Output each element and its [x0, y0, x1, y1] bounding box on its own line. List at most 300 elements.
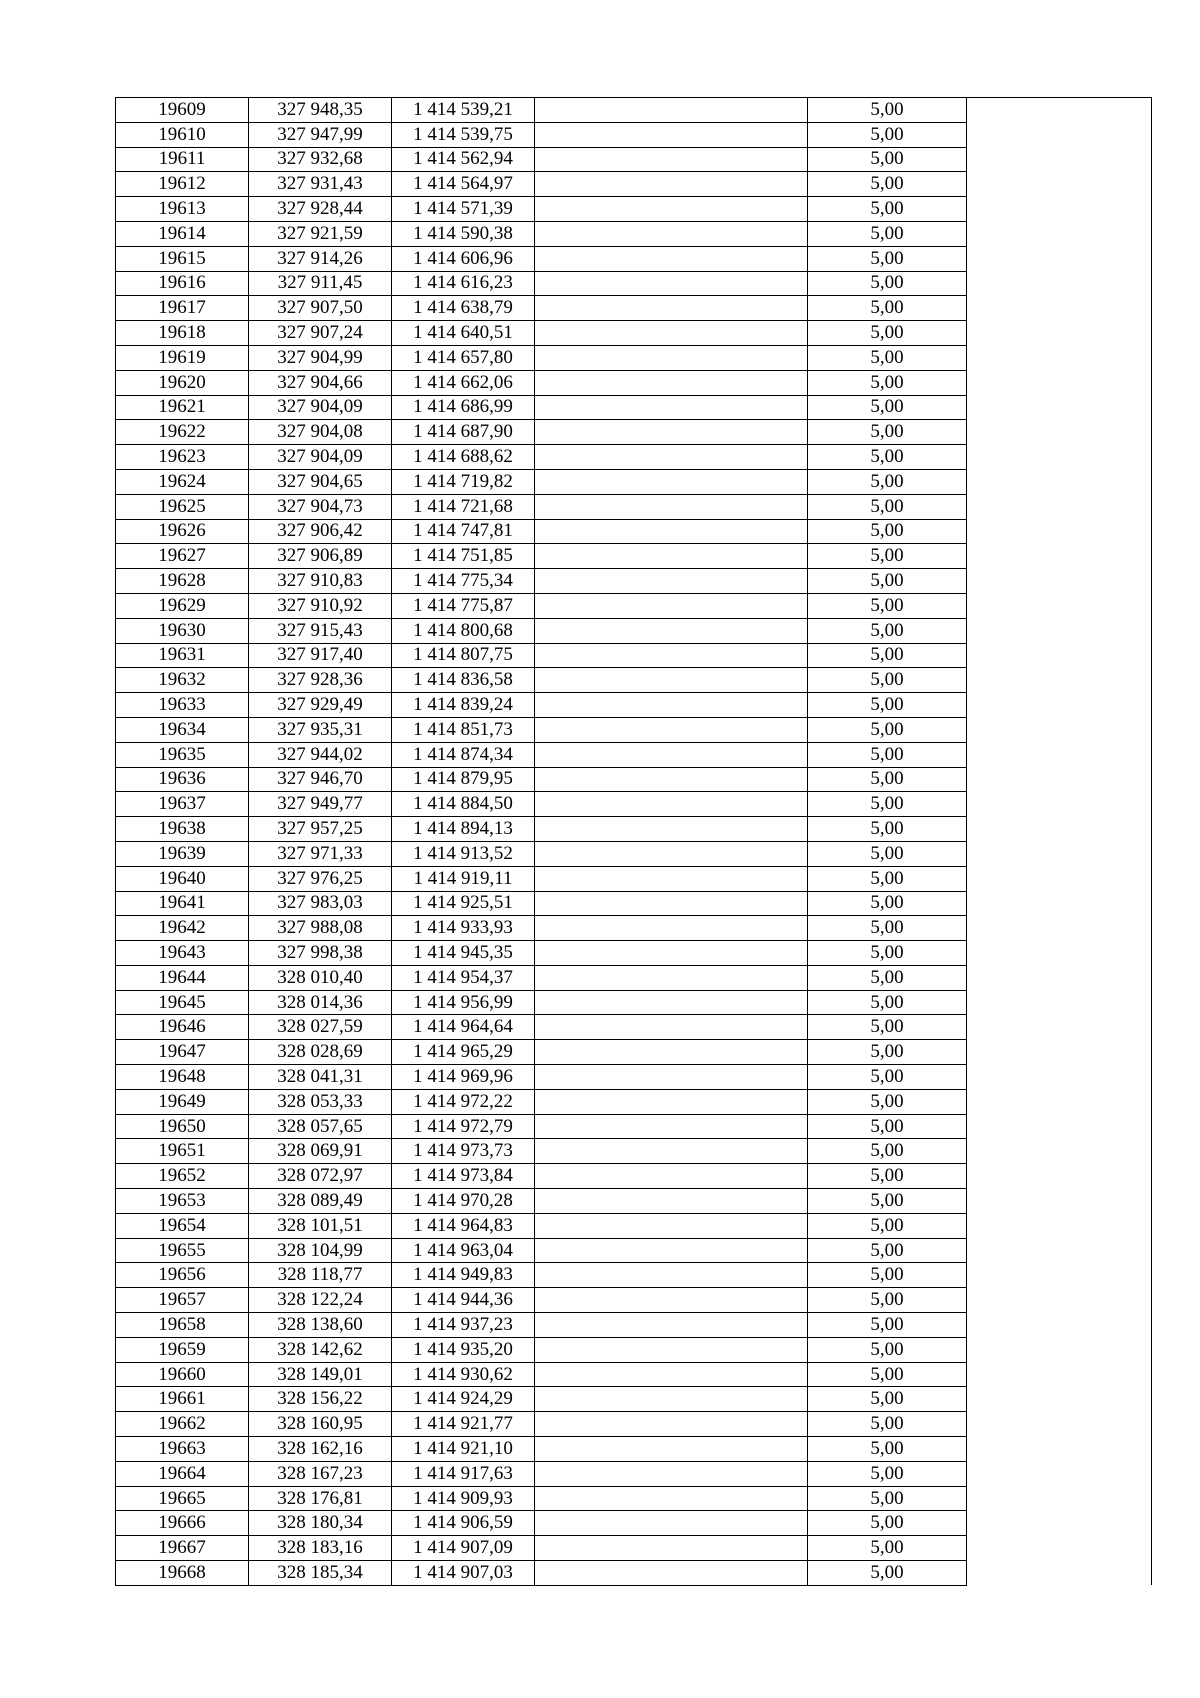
table-row: [116, 1288, 1152, 1313]
point-number-cell: 19650: [116, 1114, 249, 1139]
point-number-cell: 19662: [116, 1412, 249, 1437]
point-number-cell: 19655: [116, 1238, 249, 1263]
x-coordinate-cell: 327 904,09: [249, 395, 392, 420]
description-cell: [535, 1164, 808, 1189]
description-cell: [535, 519, 808, 544]
note-cell: [967, 395, 1152, 420]
value-cell: 5,00: [808, 643, 967, 668]
y-coordinate-cell: 1 414 972,79: [392, 1114, 535, 1139]
coordinates-table: [115, 97, 1152, 1586]
table-row: [116, 147, 1152, 172]
table-row: [116, 345, 1152, 370]
point-number-cell: 19612: [116, 172, 249, 197]
table-row: [116, 643, 1152, 668]
table-row: [116, 1040, 1152, 1065]
x-coordinate-cell: 327 917,40: [249, 643, 392, 668]
point-number-cell: 19636: [116, 767, 249, 792]
description-cell: [535, 370, 808, 395]
note-cell: [967, 246, 1152, 271]
point-number-cell: 19611: [116, 147, 249, 172]
note-cell: [967, 544, 1152, 569]
note-cell: [967, 1337, 1152, 1362]
x-coordinate-cell: 327 935,31: [249, 717, 392, 742]
value-cell: 5,00: [808, 1040, 967, 1065]
value-cell: 5,00: [808, 1461, 967, 1486]
description-cell: [535, 618, 808, 643]
value-cell: 5,00: [808, 668, 967, 693]
point-number-cell: 19640: [116, 866, 249, 891]
table-row: [116, 1362, 1152, 1387]
value-cell: 5,00: [808, 271, 967, 296]
point-number-cell: 19631: [116, 643, 249, 668]
x-coordinate-cell: 327 946,70: [249, 767, 392, 792]
point-number-cell: 19626: [116, 519, 249, 544]
value-cell: 5,00: [808, 618, 967, 643]
description-cell: [535, 1288, 808, 1313]
table-row: [116, 1089, 1152, 1114]
table-row: [116, 296, 1152, 321]
y-coordinate-cell: 1 414 973,73: [392, 1139, 535, 1164]
x-coordinate-cell: 328 183,16: [249, 1536, 392, 1561]
y-coordinate-cell: 1 414 807,75: [392, 643, 535, 668]
y-coordinate-cell: 1 414 937,23: [392, 1313, 535, 1338]
note-cell: [967, 1213, 1152, 1238]
table-row: [116, 792, 1152, 817]
point-number-cell: 19639: [116, 841, 249, 866]
x-coordinate-cell: 328 162,16: [249, 1437, 392, 1462]
note-cell: [967, 866, 1152, 891]
value-cell: 5,00: [808, 147, 967, 172]
point-number-cell: 19615: [116, 246, 249, 271]
note-cell: [967, 1089, 1152, 1114]
value-cell: 5,00: [808, 519, 967, 544]
point-number-cell: 19643: [116, 941, 249, 966]
description-cell: [535, 1065, 808, 1090]
table-row: [116, 519, 1152, 544]
x-coordinate-cell: 327 983,03: [249, 891, 392, 916]
y-coordinate-cell: 1 414 944,36: [392, 1288, 535, 1313]
table-row: [116, 1238, 1152, 1263]
value-cell: 5,00: [808, 1263, 967, 1288]
description-cell: [535, 345, 808, 370]
table-row: [116, 1561, 1152, 1586]
table-row: [116, 1461, 1152, 1486]
description-cell: [535, 197, 808, 222]
x-coordinate-cell: 327 904,09: [249, 445, 392, 470]
table-row: [116, 544, 1152, 569]
y-coordinate-cell: 1 414 949,83: [392, 1263, 535, 1288]
point-number-cell: 19657: [116, 1288, 249, 1313]
value-cell: 5,00: [808, 965, 967, 990]
y-coordinate-cell: 1 414 919,11: [392, 866, 535, 891]
x-coordinate-cell: 328 027,59: [249, 1015, 392, 1040]
y-coordinate-cell: 1 414 964,83: [392, 1213, 535, 1238]
x-coordinate-cell: 327 971,33: [249, 841, 392, 866]
x-coordinate-cell: 328 176,81: [249, 1486, 392, 1511]
value-cell: 5,00: [808, 1313, 967, 1338]
x-coordinate-cell: 327 904,73: [249, 494, 392, 519]
value-cell: 5,00: [808, 221, 967, 246]
x-coordinate-cell: 328 028,69: [249, 1040, 392, 1065]
value-cell: 5,00: [808, 1536, 967, 1561]
value-cell: 5,00: [808, 469, 967, 494]
x-coordinate-cell: 328 122,24: [249, 1288, 392, 1313]
value-cell: 5,00: [808, 767, 967, 792]
note-cell: [967, 817, 1152, 842]
y-coordinate-cell: 1 414 687,90: [392, 420, 535, 445]
y-coordinate-cell: 1 414 925,51: [392, 891, 535, 916]
x-coordinate-cell: 328 101,51: [249, 1213, 392, 1238]
y-coordinate-cell: 1 414 747,81: [392, 519, 535, 544]
point-number-cell: 19651: [116, 1139, 249, 1164]
note-cell: [967, 1486, 1152, 1511]
note-cell: [967, 742, 1152, 767]
point-number-cell: 19654: [116, 1213, 249, 1238]
table-row: [116, 1263, 1152, 1288]
note-cell: [967, 98, 1152, 123]
description-cell: [535, 1189, 808, 1214]
value-cell: 5,00: [808, 172, 967, 197]
y-coordinate-cell: 1 414 571,39: [392, 197, 535, 222]
description-cell: [535, 445, 808, 470]
description-cell: [535, 1139, 808, 1164]
table-row: [116, 246, 1152, 271]
value-cell: 5,00: [808, 792, 967, 817]
description-cell: [535, 965, 808, 990]
table-row: [116, 221, 1152, 246]
y-coordinate-cell: 1 414 775,87: [392, 593, 535, 618]
point-number-cell: 19647: [116, 1040, 249, 1065]
note-cell: [967, 1288, 1152, 1313]
note-cell: [967, 941, 1152, 966]
x-coordinate-cell: 327 948,35: [249, 98, 392, 123]
value-cell: 5,00: [808, 246, 967, 271]
description-cell: [535, 1040, 808, 1065]
description-cell: [535, 271, 808, 296]
x-coordinate-cell: 327 904,99: [249, 345, 392, 370]
description-cell: [535, 1015, 808, 1040]
note-cell: [967, 1263, 1152, 1288]
value-cell: 5,00: [808, 1164, 967, 1189]
y-coordinate-cell: 1 414 907,09: [392, 1536, 535, 1561]
note-cell: [967, 1015, 1152, 1040]
note-cell: [967, 1114, 1152, 1139]
table-row: [116, 172, 1152, 197]
description-cell: [535, 866, 808, 891]
x-coordinate-cell: 328 010,40: [249, 965, 392, 990]
y-coordinate-cell: 1 414 562,94: [392, 147, 535, 172]
table-row: [116, 891, 1152, 916]
table-row: [116, 1015, 1152, 1040]
note-cell: [967, 519, 1152, 544]
x-coordinate-cell: 327 904,66: [249, 370, 392, 395]
point-number-cell: 19644: [116, 965, 249, 990]
value-cell: 5,00: [808, 1015, 967, 1040]
description-cell: [535, 98, 808, 123]
point-number-cell: 19666: [116, 1511, 249, 1536]
table-row: [116, 990, 1152, 1015]
y-coordinate-cell: 1 414 909,93: [392, 1486, 535, 1511]
note-cell: [967, 1461, 1152, 1486]
point-number-cell: 19610: [116, 122, 249, 147]
y-coordinate-cell: 1 414 800,68: [392, 618, 535, 643]
y-coordinate-cell: 1 414 935,20: [392, 1337, 535, 1362]
y-coordinate-cell: 1 414 839,24: [392, 693, 535, 718]
y-coordinate-cell: 1 414 879,95: [392, 767, 535, 792]
description-cell: [535, 1412, 808, 1437]
description-cell: [535, 469, 808, 494]
note-cell: [967, 717, 1152, 742]
description-cell: [535, 221, 808, 246]
y-coordinate-cell: 1 414 917,63: [392, 1461, 535, 1486]
value-cell: 5,00: [808, 1238, 967, 1263]
value-cell: 5,00: [808, 569, 967, 594]
table-row: [116, 742, 1152, 767]
description-cell: [535, 941, 808, 966]
x-coordinate-cell: 327 998,38: [249, 941, 392, 966]
value-cell: 5,00: [808, 122, 967, 147]
note-cell: [967, 916, 1152, 941]
note-cell: [967, 420, 1152, 445]
description-cell: [535, 1089, 808, 1114]
description-cell: [535, 569, 808, 594]
point-number-cell: 19624: [116, 469, 249, 494]
point-number-cell: 19628: [116, 569, 249, 594]
y-coordinate-cell: 1 414 719,82: [392, 469, 535, 494]
x-coordinate-cell: 327 949,77: [249, 792, 392, 817]
description-cell: [535, 122, 808, 147]
point-number-cell: 19664: [116, 1461, 249, 1486]
value-cell: 5,00: [808, 1139, 967, 1164]
x-coordinate-cell: 327 904,08: [249, 420, 392, 445]
table-row: [116, 395, 1152, 420]
description-cell: [535, 1362, 808, 1387]
x-coordinate-cell: 328 138,60: [249, 1313, 392, 1338]
y-coordinate-cell: 1 414 907,03: [392, 1561, 535, 1586]
point-number-cell: 19629: [116, 593, 249, 618]
description-cell: [535, 643, 808, 668]
table-row: [116, 841, 1152, 866]
value-cell: 5,00: [808, 916, 967, 941]
description-cell: [535, 891, 808, 916]
point-number-cell: 19637: [116, 792, 249, 817]
y-coordinate-cell: 1 414 851,73: [392, 717, 535, 742]
description-cell: [535, 792, 808, 817]
table-row: [116, 1486, 1152, 1511]
value-cell: 5,00: [808, 717, 967, 742]
value-cell: 5,00: [808, 941, 967, 966]
x-coordinate-cell: 328 057,65: [249, 1114, 392, 1139]
y-coordinate-cell: 1 414 564,97: [392, 172, 535, 197]
point-number-cell: 19618: [116, 321, 249, 346]
x-coordinate-cell: 328 167,23: [249, 1461, 392, 1486]
table-row: [116, 1065, 1152, 1090]
y-coordinate-cell: 1 414 906,59: [392, 1511, 535, 1536]
y-coordinate-cell: 1 414 913,52: [392, 841, 535, 866]
description-cell: [535, 990, 808, 1015]
note-cell: [967, 990, 1152, 1015]
description-cell: [535, 1387, 808, 1412]
value-cell: 5,00: [808, 1511, 967, 1536]
value-cell: 5,00: [808, 1213, 967, 1238]
note-cell: [967, 1536, 1152, 1561]
note-cell: [967, 1437, 1152, 1462]
note-cell: [967, 1561, 1152, 1586]
description-cell: [535, 321, 808, 346]
table-row: [116, 321, 1152, 346]
description-cell: [535, 767, 808, 792]
table-row: [116, 271, 1152, 296]
value-cell: 5,00: [808, 370, 967, 395]
table-row: [116, 1511, 1152, 1536]
description-cell: [535, 1313, 808, 1338]
point-number-cell: 19620: [116, 370, 249, 395]
description-cell: [535, 1238, 808, 1263]
table-row: [116, 1313, 1152, 1338]
point-number-cell: 19609: [116, 98, 249, 123]
description-cell: [535, 1213, 808, 1238]
x-coordinate-cell: 328 053,33: [249, 1089, 392, 1114]
x-coordinate-cell: 327 931,43: [249, 172, 392, 197]
x-coordinate-cell: 328 041,31: [249, 1065, 392, 1090]
y-coordinate-cell: 1 414 956,99: [392, 990, 535, 1015]
y-coordinate-cell: 1 414 657,80: [392, 345, 535, 370]
note-cell: [967, 1040, 1152, 1065]
value-cell: 5,00: [808, 817, 967, 842]
x-coordinate-cell: 327 928,44: [249, 197, 392, 222]
note-cell: [967, 767, 1152, 792]
value-cell: 5,00: [808, 1486, 967, 1511]
value-cell: 5,00: [808, 296, 967, 321]
value-cell: 5,00: [808, 1437, 967, 1462]
point-number-cell: 19659: [116, 1337, 249, 1362]
point-number-cell: 19646: [116, 1015, 249, 1040]
point-number-cell: 19625: [116, 494, 249, 519]
description-cell: [535, 147, 808, 172]
description-cell: [535, 1437, 808, 1462]
note-cell: [967, 147, 1152, 172]
point-number-cell: 19660: [116, 1362, 249, 1387]
note-cell: [967, 321, 1152, 346]
description-cell: [535, 395, 808, 420]
point-number-cell: 19630: [116, 618, 249, 643]
y-coordinate-cell: 1 414 894,13: [392, 817, 535, 842]
note-cell: [967, 1189, 1152, 1214]
table-row: [116, 1536, 1152, 1561]
note-cell: [967, 1313, 1152, 1338]
value-cell: 5,00: [808, 841, 967, 866]
point-number-cell: 19616: [116, 271, 249, 296]
value-cell: 5,00: [808, 321, 967, 346]
x-coordinate-cell: 327 921,59: [249, 221, 392, 246]
point-number-cell: 19635: [116, 742, 249, 767]
y-coordinate-cell: 1 414 638,79: [392, 296, 535, 321]
x-coordinate-cell: 327 906,89: [249, 544, 392, 569]
description-cell: [535, 668, 808, 693]
value-cell: 5,00: [808, 1387, 967, 1412]
table-row: [116, 767, 1152, 792]
value-cell: 5,00: [808, 420, 967, 445]
y-coordinate-cell: 1 414 969,96: [392, 1065, 535, 1090]
note-cell: [967, 494, 1152, 519]
x-coordinate-cell: 327 929,49: [249, 693, 392, 718]
table-row: [116, 370, 1152, 395]
note-cell: [967, 1362, 1152, 1387]
description-cell: [535, 817, 808, 842]
point-number-cell: 19614: [116, 221, 249, 246]
value-cell: 5,00: [808, 395, 967, 420]
x-coordinate-cell: 327 914,26: [249, 246, 392, 271]
y-coordinate-cell: 1 414 954,37: [392, 965, 535, 990]
table-row: [116, 941, 1152, 966]
x-coordinate-cell: 328 072,97: [249, 1164, 392, 1189]
x-coordinate-cell: 328 180,34: [249, 1511, 392, 1536]
y-coordinate-cell: 1 414 963,04: [392, 1238, 535, 1263]
point-number-cell: 19661: [116, 1387, 249, 1412]
y-coordinate-cell: 1 414 921,77: [392, 1412, 535, 1437]
note-cell: [967, 469, 1152, 494]
note-cell: [967, 1139, 1152, 1164]
value-cell: 5,00: [808, 1114, 967, 1139]
x-coordinate-cell: 327 911,45: [249, 271, 392, 296]
table-row: [116, 1114, 1152, 1139]
x-coordinate-cell: 327 957,25: [249, 817, 392, 842]
x-coordinate-cell: 328 142,62: [249, 1337, 392, 1362]
description-cell: [535, 1461, 808, 1486]
table-row: [116, 569, 1152, 594]
description-cell: [535, 1337, 808, 1362]
y-coordinate-cell: 1 414 686,99: [392, 395, 535, 420]
note-cell: [967, 172, 1152, 197]
description-cell: [535, 1114, 808, 1139]
y-coordinate-cell: 1 414 539,75: [392, 122, 535, 147]
note-cell: [967, 792, 1152, 817]
value-cell: 5,00: [808, 197, 967, 222]
description-cell: [535, 296, 808, 321]
note-cell: [967, 569, 1152, 594]
value-cell: 5,00: [808, 1065, 967, 1090]
y-coordinate-cell: 1 414 930,62: [392, 1362, 535, 1387]
note-cell: [967, 296, 1152, 321]
value-cell: 5,00: [808, 1362, 967, 1387]
value-cell: 5,00: [808, 1561, 967, 1586]
y-coordinate-cell: 1 414 973,84: [392, 1164, 535, 1189]
point-number-cell: 19653: [116, 1189, 249, 1214]
table-row: [116, 1213, 1152, 1238]
x-coordinate-cell: 327 932,68: [249, 147, 392, 172]
table-row: [116, 668, 1152, 693]
note-cell: [967, 643, 1152, 668]
note-cell: [967, 965, 1152, 990]
y-coordinate-cell: 1 414 933,93: [392, 916, 535, 941]
y-coordinate-cell: 1 414 606,96: [392, 246, 535, 271]
description-cell: [535, 717, 808, 742]
note-cell: [967, 891, 1152, 916]
y-coordinate-cell: 1 414 688,62: [392, 445, 535, 470]
x-coordinate-cell: 328 089,49: [249, 1189, 392, 1214]
table-row: [116, 98, 1152, 123]
value-cell: 5,00: [808, 494, 967, 519]
value-cell: 5,00: [808, 1412, 967, 1437]
description-cell: [535, 593, 808, 618]
point-number-cell: 19663: [116, 1437, 249, 1462]
value-cell: 5,00: [808, 693, 967, 718]
x-coordinate-cell: 327 910,83: [249, 569, 392, 594]
x-coordinate-cell: 327 944,02: [249, 742, 392, 767]
table-row: [116, 122, 1152, 147]
note-cell: [967, 197, 1152, 222]
note-cell: [967, 122, 1152, 147]
